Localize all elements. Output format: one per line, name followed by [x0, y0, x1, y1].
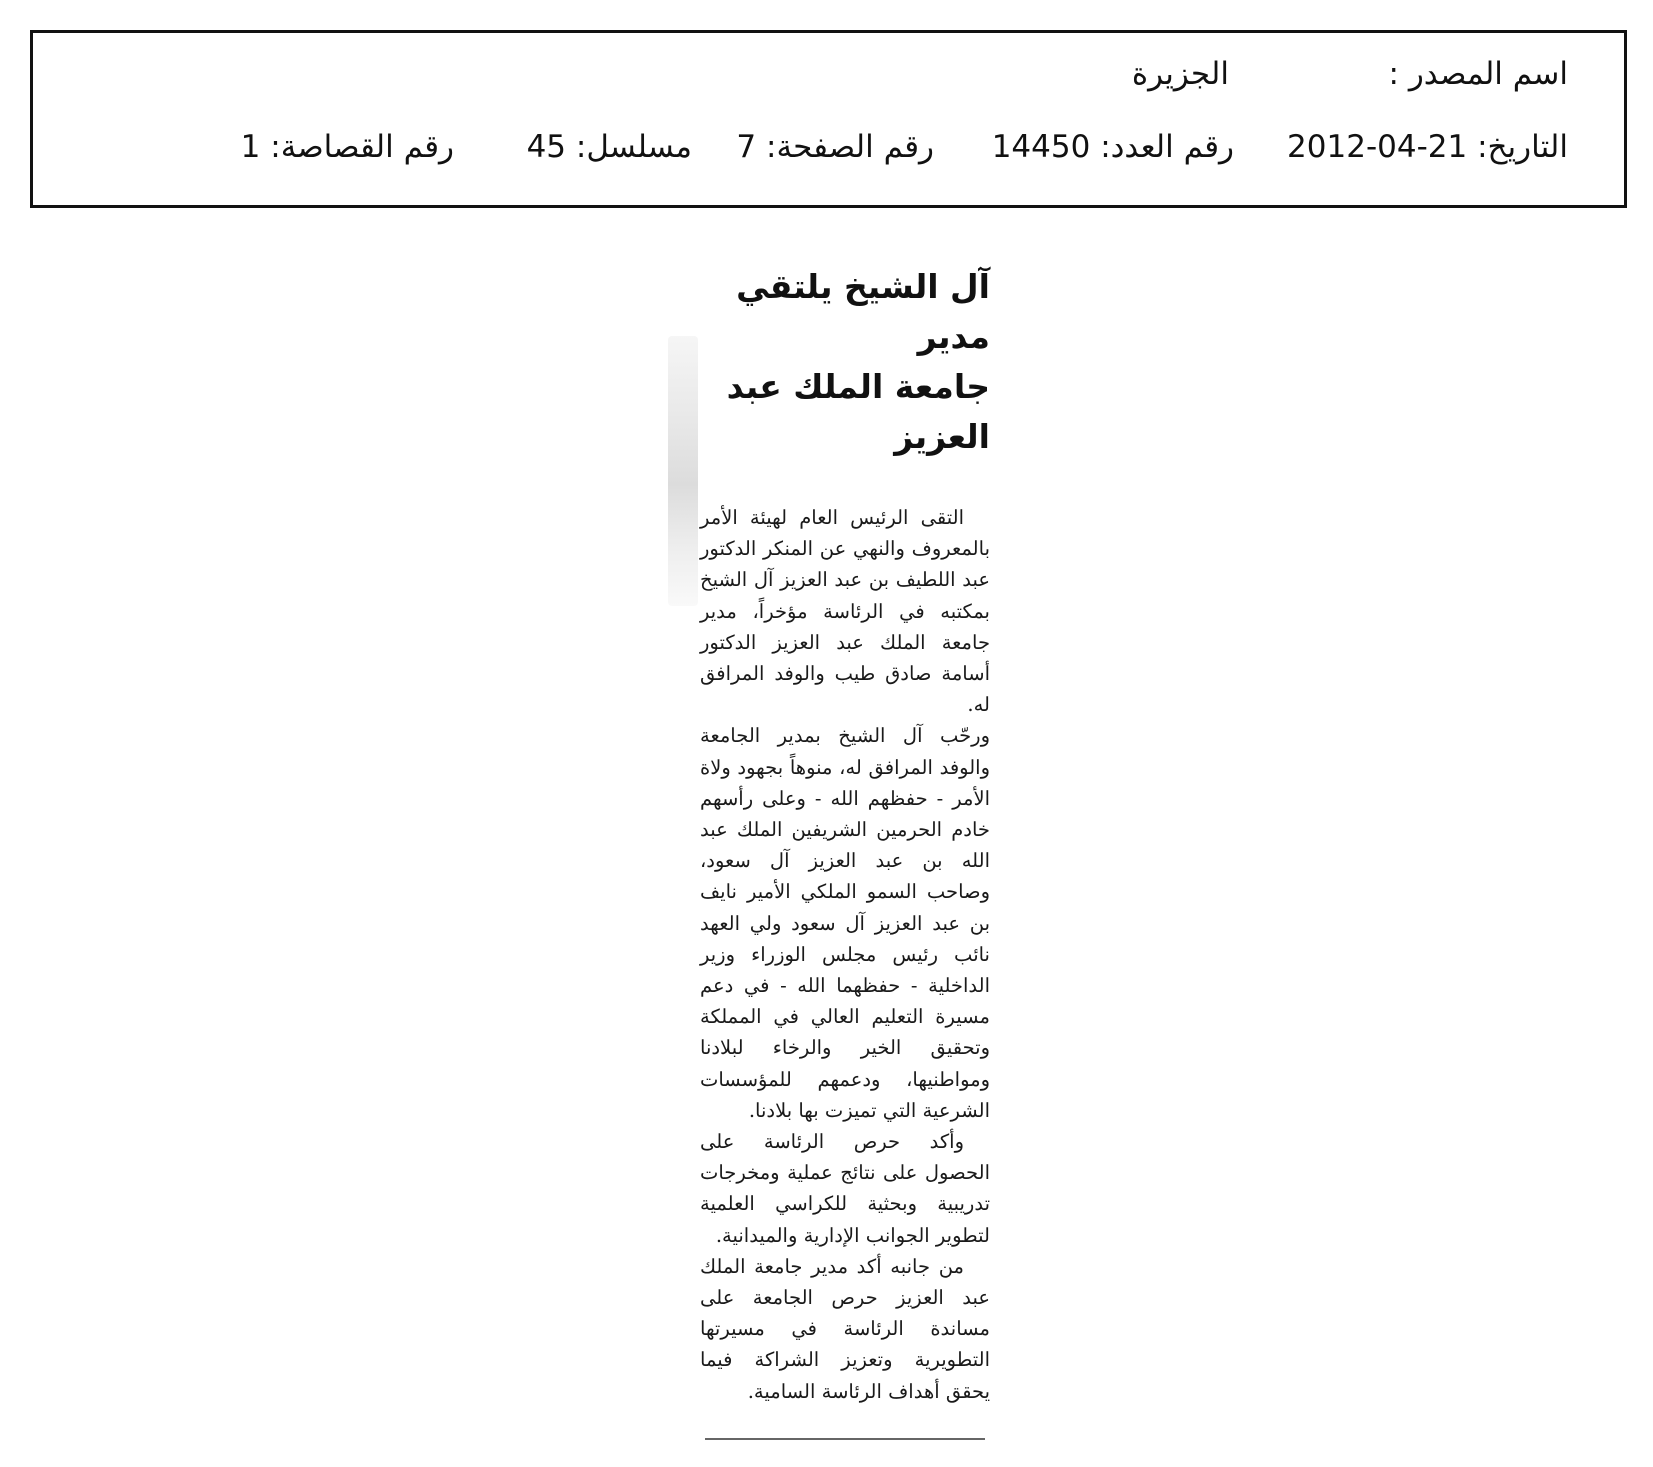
article-end-rule: [705, 1438, 985, 1440]
article-paragraph: وأكد حرص الرئاسة على الحصول على نتائج عملية ومخرجات تدريبية وبحثية للكراسي العلمية لتطوير الجوانب الإدارية والميدانية.: [700, 1130, 990, 1247]
serial-value: 45: [526, 129, 567, 165]
source-info-box: [30, 30, 1627, 208]
issue-field: [991, 129, 1234, 165]
date-field: [1287, 129, 1568, 165]
issue-label: رقم العدد:: [1100, 129, 1234, 165]
page-label: رقم الصفحة:: [766, 129, 934, 165]
article-title: [700, 262, 990, 462]
serial-field: [526, 129, 692, 165]
background-watermark: [668, 336, 698, 606]
page-value: 7: [736, 129, 757, 165]
news-article: [700, 262, 990, 1407]
clip-label: رقم القصاصة:: [270, 129, 454, 165]
date-label: التاريخ:: [1477, 129, 1568, 165]
serial-label: مسلسل:: [575, 129, 692, 165]
page-field: [736, 129, 934, 165]
article-paragraph: ورحّب آل الشيخ بمدير الجامعة والوفد المرافق له، منوهاً بجهود ولاة الأمر - حفظهم الله - وعلى رأسهم خادم الحرمين الشريفين الملك عبد الله بن عبد العزيز آل سعود، وصاحب السمو الملكي الأمير نايف بن عبد العزيز آل سعود ولي العهد نائب رئيس مجلس الوزراء وزير الداخلية - حفظهما الله - في دعم مسيرة التعليم العالي في المملكة وتحقيق الخير والرخاء لبلادنا ومواطنيها، ودعمهم للمؤسسات الشرعية التي تميزت بها بلادنا.: [700, 724, 990, 1122]
clip-value: 1: [240, 129, 261, 165]
article-title-line1: آل الشيخ يلتقي مدير: [736, 267, 990, 356]
date-value: 2012-04-21: [1287, 129, 1468, 165]
issue-value: 14450: [991, 129, 1091, 165]
article-paragraph: التقى الرئيس العام لهيئة الأمر بالمعروف والنهي عن المنكر الدكتور عبد اللطيف بن عبد العزيز آل الشيخ بمكتبه في الرئاسة مؤخراً، مدير جامعة الملك عبد العزيز الدكتور أسامة صادق طيب والوفد المرافق له.: [700, 506, 990, 717]
article-paragraph: من جانبه أكد مدير جامعة الملك عبد العزيز حرص الجامعة على مساندة الرئاسة في مسيرتها التطويرية وتعزيز الشراكة فيما يحقق أهداف الرئاسة السامية.: [700, 1254, 990, 1403]
source-value: الجزيرة: [1131, 56, 1229, 92]
clip-field: [240, 129, 454, 165]
article-title-line2: جامعة الملك عبد العزيز: [726, 367, 990, 456]
source-label: اسم المصدر :: [1388, 56, 1568, 92]
